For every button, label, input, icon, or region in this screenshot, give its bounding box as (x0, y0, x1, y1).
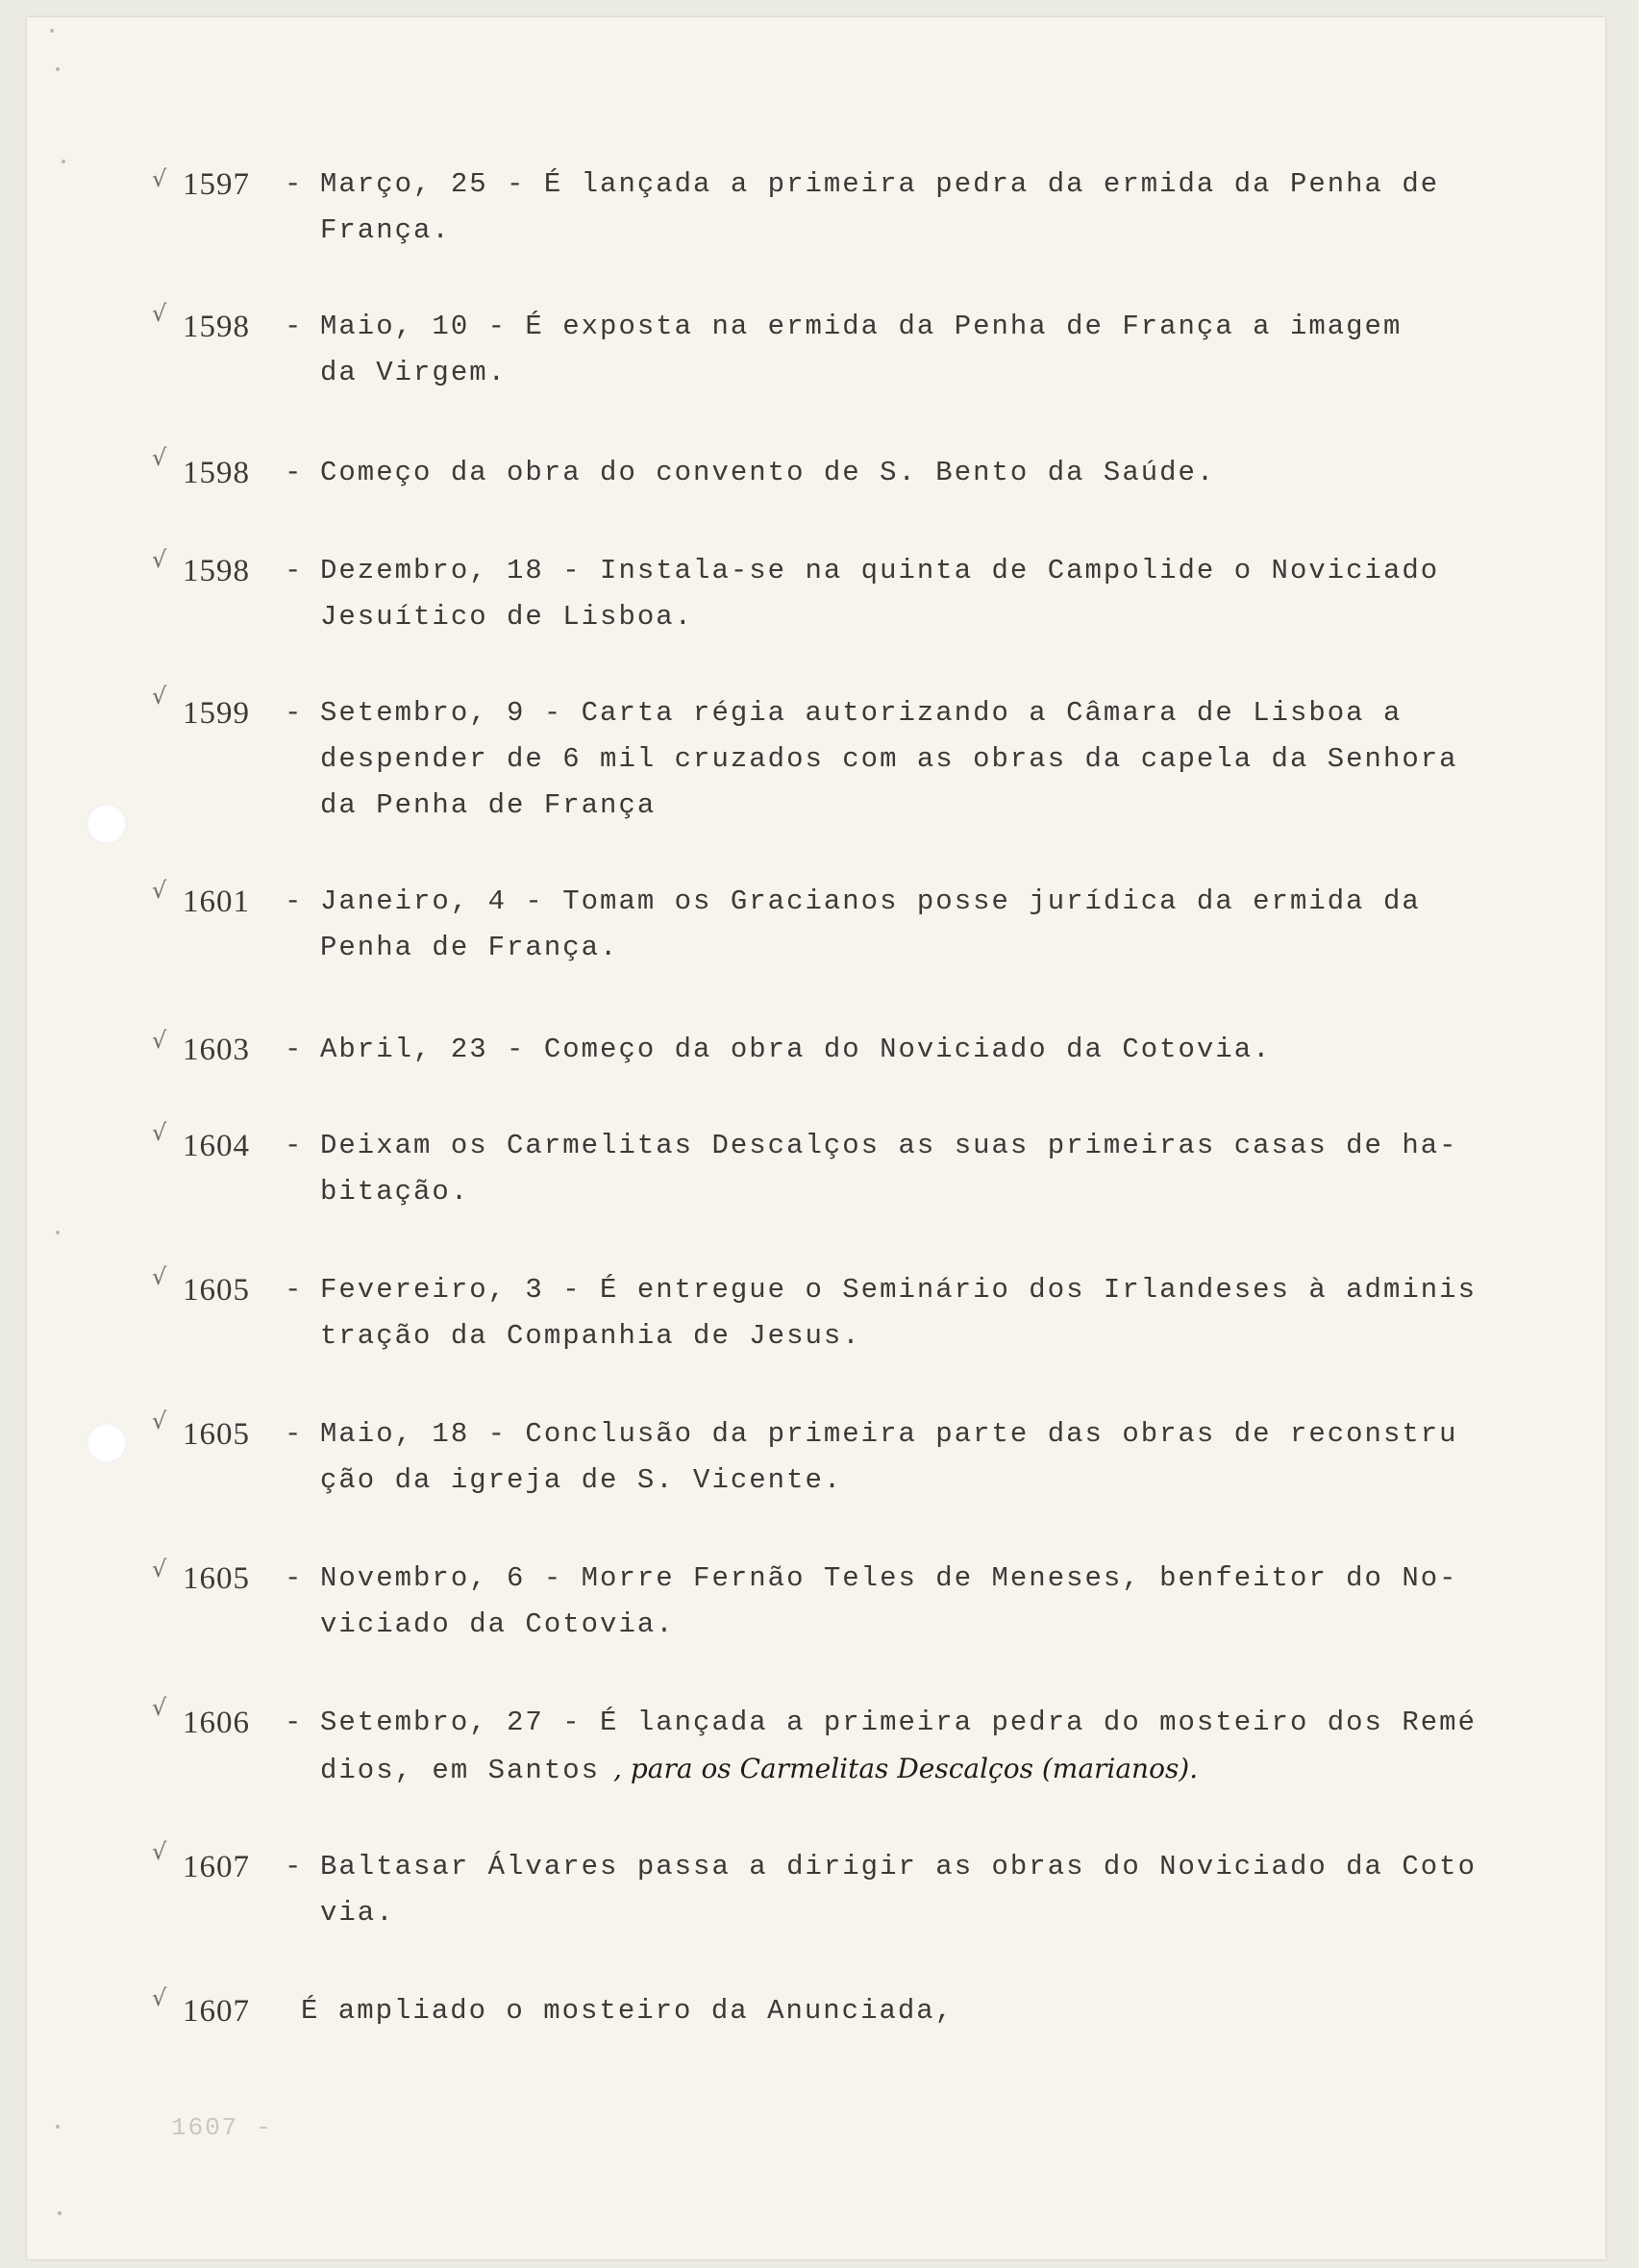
entry-text (320, 1267, 1570, 1359)
entry-year: 1597 (183, 167, 250, 202)
entry-text-line (301, 1988, 1551, 2034)
entry-text (320, 1411, 1570, 1504)
entry-dash: - (285, 1851, 304, 1882)
punch-hole-top (87, 804, 127, 844)
entry-dash: - (285, 1418, 304, 1450)
entry-dash: - (285, 1562, 304, 1594)
entry-line-text: viciado da Cotovia. (320, 1608, 675, 1640)
entry-year: 1598 (183, 456, 250, 490)
entry-line-text: França. (320, 214, 451, 246)
check-mark-icon: √ (152, 1838, 167, 1865)
paper-speck (56, 67, 60, 71)
entry-line-text: via. (320, 1897, 395, 1929)
entry-dash: - (285, 1707, 304, 1738)
entry-line-text: Fevereiro, 3 - É entregue o Seminário dos Irlandeses à adminis (320, 1274, 1477, 1306)
entry-text-line (320, 162, 1570, 208)
entry-year: 1605 (183, 1417, 250, 1452)
entry-year: 1606 (183, 1706, 250, 1740)
entry-year: 1607 (183, 1850, 250, 1884)
entry-year: 1605 (183, 1273, 250, 1308)
entry-text (320, 304, 1570, 396)
entry-line-text: ção da igreja de S. Vicente. (320, 1464, 843, 1496)
entry-text-line (320, 1746, 1570, 1794)
check-mark-icon: √ (152, 683, 167, 710)
entry-line-text: Começo da obra do convento de S. Bento da Saúde. (320, 457, 1216, 488)
entry-text (320, 690, 1570, 829)
entry-text (320, 1844, 1570, 1936)
entry-text-line (320, 1458, 1570, 1504)
entry-dash: - (285, 1034, 304, 1065)
entry-text (320, 1700, 1570, 1794)
check-mark-icon: √ (152, 1984, 167, 2011)
entry-text-line (320, 1556, 1570, 1602)
entry-line-text: bitação. (320, 1176, 470, 1208)
entry-text (320, 879, 1570, 971)
paper-speck (50, 29, 54, 33)
entry-year: 1601 (183, 885, 250, 919)
entry-line-text: Maio, 10 - É exposta na ermida da Penha de França a imagem (320, 311, 1403, 342)
document-page (27, 17, 1605, 2259)
entry-line-text: da Virgem. (320, 357, 508, 388)
entry-line-text: Setembro, 27 - É lançada a primeira pedra do mosteiro dos Remé (320, 1707, 1477, 1738)
entry-year: 1605 (183, 1561, 250, 1596)
entry-line-text: Deixam os Carmelitas Descalços as suas primeiras casas de ha- (320, 1130, 1458, 1161)
entry-text-line (320, 783, 1570, 829)
check-mark-icon: √ (152, 1694, 167, 1721)
paper-speck (62, 160, 65, 163)
check-mark-icon: √ (152, 1027, 167, 1054)
check-mark-icon: √ (152, 1408, 167, 1434)
entry-line-text: Março, 25 - É lançada a primeira pedra da ermida da Penha de (320, 168, 1440, 200)
entry-line-text: Jesuítico de Lisboa. (320, 601, 694, 633)
paper-speck (58, 2211, 62, 2215)
entry-line-text: tração da Companhia de Jesus. (320, 1320, 861, 1352)
entry-text-line (320, 304, 1570, 350)
entry-text (320, 1123, 1570, 1215)
entry-dash: - (285, 555, 304, 586)
entry-line-text: Abril, 23 - Começo da obra do Noviciado da Cotovia. (320, 1034, 1272, 1065)
entry-dash: - (285, 168, 304, 200)
entry-text-line (320, 594, 1570, 640)
faint-footer-mark: 1607 - (171, 2113, 273, 2142)
entry-text-line (320, 879, 1570, 925)
paper-speck (56, 1231, 60, 1234)
entry-text-line (320, 1313, 1570, 1359)
entry-year: 1607 (183, 1994, 250, 2029)
check-mark-icon: √ (152, 444, 167, 471)
entry-line-text: Janeiro, 4 - Tomam os Gracianos posse jurídica da ermida da (320, 885, 1421, 917)
check-mark-icon: √ (152, 1119, 167, 1146)
entry-text-line (320, 736, 1570, 783)
entry-line-text: Dezembro, 18 - Instala-se na quinta de Campolide o Noviciado (320, 555, 1440, 586)
entry-year: 1598 (183, 310, 250, 344)
handwritten-annotation: , para os Carmelitas Descalços (marianos). (613, 1753, 1199, 1784)
entry-text-line (320, 208, 1570, 254)
entry-text-line (320, 1700, 1570, 1746)
entry-text (320, 1027, 1570, 1073)
check-mark-icon: √ (152, 165, 167, 192)
check-mark-icon: √ (152, 877, 167, 904)
entry-text-line (320, 1169, 1570, 1215)
entry-line-text: dios, em Santos (320, 1755, 601, 1786)
entry-line-text: da Penha de França (320, 789, 657, 821)
entry-dash: - (285, 311, 304, 342)
entry-text (301, 1988, 1551, 2034)
entry-line-text: Setembro, 9 - Carta régia autorizando a Câmara de Lisboa a (320, 697, 1403, 729)
entry-text-line (320, 1890, 1570, 1936)
entry-text-line (320, 350, 1570, 396)
entry-dash: - (285, 885, 304, 917)
entry-dash: - (285, 697, 304, 729)
entry-text-line (320, 450, 1570, 496)
entry-year: 1598 (183, 554, 250, 588)
check-mark-icon: √ (152, 300, 167, 327)
check-mark-icon: √ (152, 546, 167, 573)
entry-dash: - (285, 1274, 304, 1306)
entry-text-line (320, 548, 1570, 594)
entry-line-text: Maio, 18 - Conclusão da primeira parte das obras de reconstru (320, 1418, 1458, 1450)
entry-text-line (320, 925, 1570, 971)
entry-line-text: É ampliado o mosteiro da Anunciada, (301, 1995, 955, 2027)
punch-hole-bottom (87, 1423, 127, 1463)
entry-year: 1603 (183, 1033, 250, 1067)
entry-text-line (320, 1123, 1570, 1169)
entry-text-line (320, 1844, 1570, 1890)
entry-text (320, 162, 1570, 254)
entry-line-text: Novembro, 6 - Morre Fernão Teles de Meneses, benfeitor do No- (320, 1562, 1458, 1594)
entry-line-text: despender de 6 mil cruzados com as obras da capela da Senhora (320, 743, 1458, 775)
entry-text (320, 450, 1570, 496)
entry-line-text: Baltasar Álvares passa a dirigir as obras do Noviciado da Coto (320, 1851, 1477, 1882)
entry-text (320, 548, 1570, 640)
paper-speck (56, 2125, 60, 2129)
check-mark-icon: √ (152, 1263, 167, 1290)
entry-dash: - (285, 1130, 304, 1161)
entry-text-line (320, 1411, 1570, 1458)
entry-year: 1599 (183, 696, 250, 731)
entry-text-line (320, 1027, 1570, 1073)
entry-text-line (320, 690, 1570, 736)
check-mark-icon: √ (152, 1556, 167, 1583)
entry-dash: - (285, 457, 304, 488)
entry-line-text: Penha de França. (320, 932, 619, 963)
entry-year: 1604 (183, 1129, 250, 1163)
entry-text-line (320, 1267, 1570, 1313)
entry-text (320, 1556, 1570, 1648)
entry-text-line (320, 1602, 1570, 1648)
